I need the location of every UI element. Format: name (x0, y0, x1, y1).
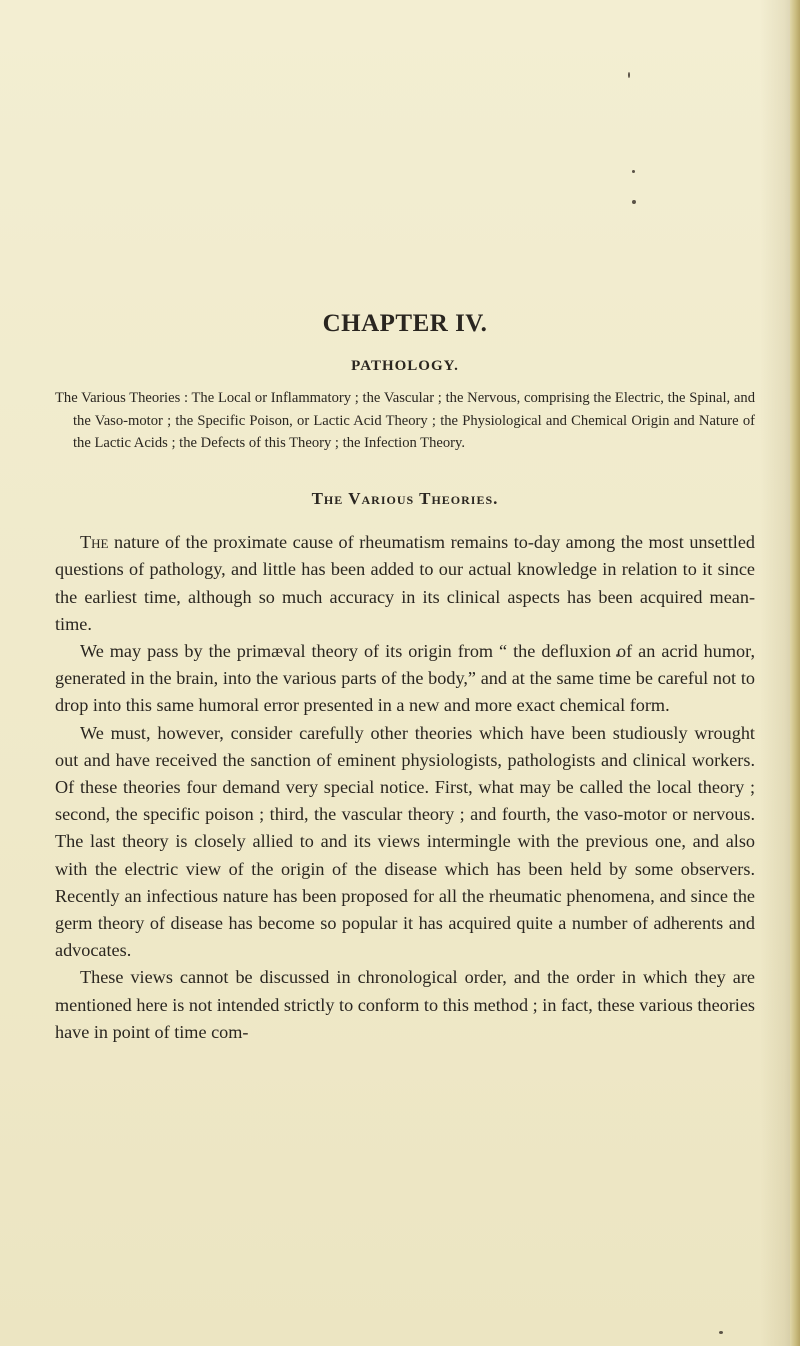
paragraph (55, 529, 755, 638)
chapter-title: CHAPTER IV. (322, 310, 488, 337)
page-content (55, 310, 755, 1046)
ink-speck (632, 170, 635, 173)
paragraph: These views cannot be discussed in chronological order, and the order in which they are mentioned here is not intended strictly to conform to this method ; in fact, these various theories have in point of time com- (55, 967, 755, 1042)
ink-speck (628, 72, 630, 78)
paragraph-text: nature of the proximate cause of rheumatism remains to-day among the most unsettled questions of pathology, and little has been added to our actual knowledge in relation to it since the earliest time, although so much accuracy in its clinical aspects has been acquired mean-time. (55, 532, 756, 634)
page-edge (790, 0, 800, 1346)
ink-speck (632, 200, 636, 204)
paragraph: We must, however, consider carefully other theories which have been studiously wrought out and have received the sanction of eminent physiologists, pathologists and clinical workers. Of these theories four demand very special notice. First, what may be called the local theory ; second, the specific poison ; third, the vascular theory ; and fourth, the vaso-motor or nervous. The last theory is closely allied to and its views intermingle with the previous one, and also with the electric view of the origin of the disease which has been held by some observers. Recently an infectious nature has been proposed for all the rheumatic phenomena, and since the germ theory of disease has become so popular it has acquired quite a number of adherents and advocates. (55, 722, 755, 961)
body-text (55, 529, 755, 1046)
chapter-subject: PATHOLOGY. (351, 358, 459, 374)
paragraph-lead: The (80, 532, 109, 553)
ink-speck (719, 1331, 723, 1334)
chapter-synopsis: The Various Theories : The Local or Inflammatory ; the Vascular ; the Nervous, comprising the Electric, the Spinal, and the Vaso-motor ; the Specific Poison, or Lactic Acid Theory ; the Physiological and Chemical Origin and Nature of the Lactic Acids ; the Defects of this Theory ; the Infection Theory. (55, 390, 755, 452)
section-title: The Various Theories. (311, 489, 499, 509)
paragraph: We may pass by the primæval theory of its origin from “ the defluxion of an acrid humor, generated in the brain, into the various parts of the body,” and at the same time be careful not to drop into this same humoral error presented in a new and more exact chemical form. (55, 640, 755, 716)
